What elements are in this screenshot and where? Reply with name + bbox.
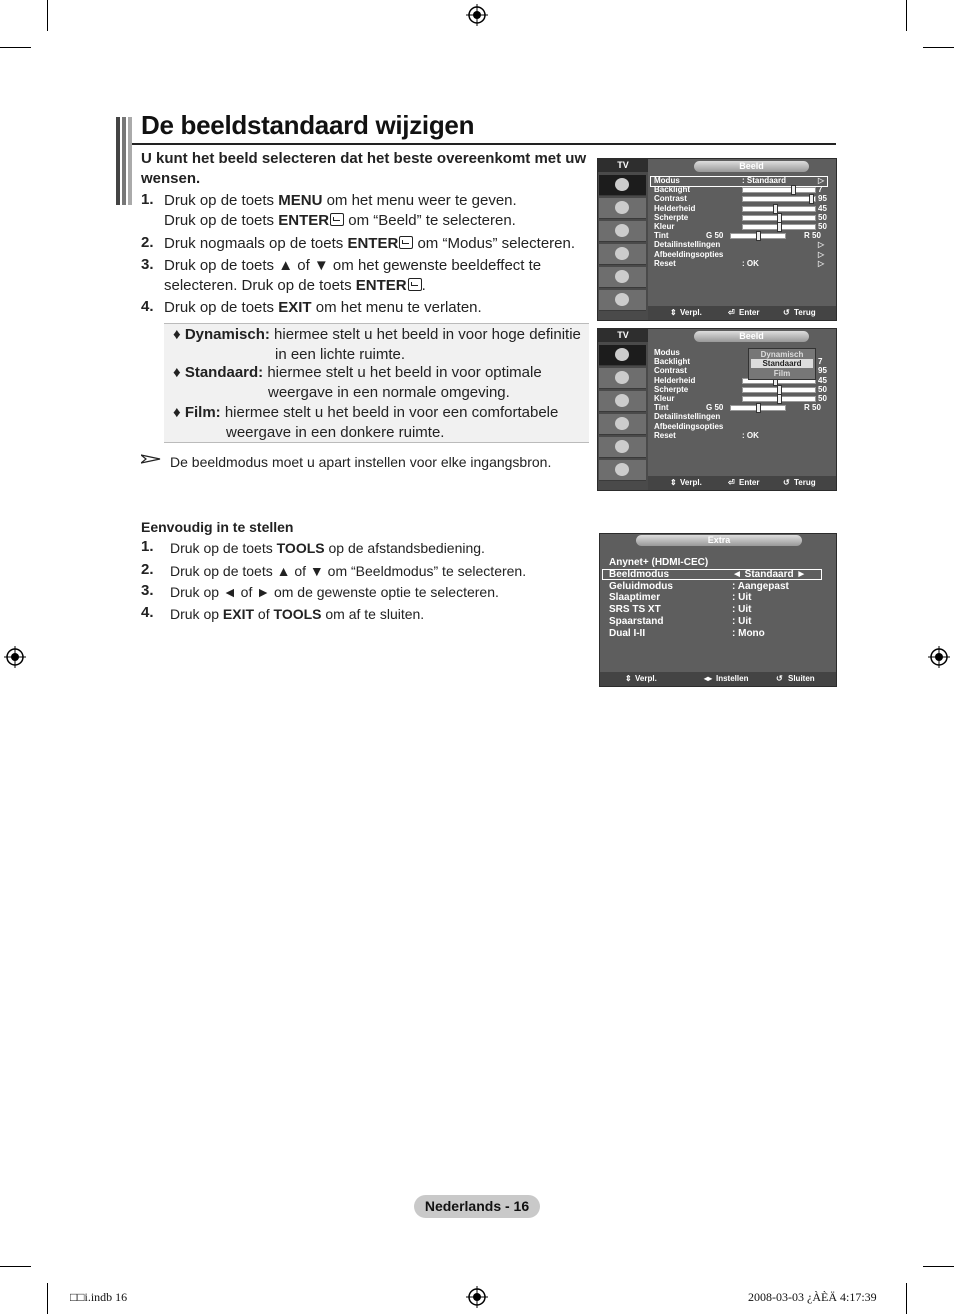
osd-header: Extra: [636, 535, 802, 546]
step-1-line-2: Druk op de toets ENTER om “Beeld” te selecteren.: [164, 212, 516, 229]
osd-row-label[interactable]: Contrast: [654, 366, 687, 376]
osd-row-number: 95: [818, 366, 827, 376]
osd-footer: [600, 672, 836, 686]
intro-line-2: wensen.: [141, 170, 201, 187]
footer-file: □□i.indb 16: [70, 1290, 128, 1304]
osd-row-value: : Standaard: [742, 176, 787, 185]
extra-row-value: : Uit: [732, 592, 752, 604]
footer-close: Sluiten: [788, 674, 815, 683]
mode-film-line-2: weergave in een donkere ruimte.: [226, 424, 445, 441]
slider-bar[interactable]: [742, 215, 816, 221]
arrow-right-icon: ▷: [818, 258, 825, 268]
easy-step-number: 4.: [141, 604, 154, 621]
easy-step-number: 3.: [141, 582, 154, 599]
nav-updown-icon: ⇕: [625, 674, 632, 683]
channel-icon[interactable]: [599, 391, 646, 412]
easy-step-4: Druk op EXIT of TOOLS om af te sluiten.: [170, 606, 425, 622]
slider-knob[interactable]: [756, 403, 761, 413]
sound-icon[interactable]: [599, 198, 646, 219]
slider-bar[interactable]: [730, 233, 786, 239]
application-icon[interactable]: [599, 460, 646, 481]
easy-step-number: 1.: [141, 538, 154, 555]
application-icon[interactable]: [599, 290, 646, 311]
sound-icon[interactable]: [599, 368, 646, 389]
return-icon: ↺: [783, 478, 790, 487]
osd-row-number: 95: [818, 194, 827, 204]
crop-mark: [923, 1266, 954, 1267]
osd-row-label[interactable]: Tint: [654, 403, 669, 413]
osd-footer: [648, 306, 836, 320]
osd-row-number: 50: [818, 222, 827, 231]
mode-options-list: [748, 348, 816, 380]
note-pen-icon: [141, 452, 161, 466]
osd-row-label[interactable]: Modus: [654, 348, 680, 357]
channel-icon[interactable]: [599, 221, 646, 242]
footer-back: Terug: [794, 308, 816, 317]
osd-row-value: : OK: [742, 258, 759, 268]
easy-step-2: Druk op de toets ▲ of ▼ om “Beeldmodus” te selecteren.: [170, 563, 527, 579]
extra-row-label[interactable]: Spaarstand: [609, 616, 664, 627]
note-text: De beeldmodus moet u apart instellen voor elke ingangsbron.: [170, 454, 552, 470]
crop-mark: [906, 1283, 907, 1314]
option-standaard[interactable]: Standaard: [751, 359, 813, 368]
easy-step-number: 2.: [141, 561, 154, 578]
slider-bar[interactable]: [742, 187, 816, 193]
picture-icon[interactable]: [599, 345, 646, 366]
slider-bar[interactable]: [742, 387, 816, 393]
osd-modus-menu: [597, 328, 837, 491]
extra-row-value: : Aangepast: [732, 580, 789, 592]
step-1-line-1: Druk op de toets MENU om het menu weer te geven.: [164, 192, 517, 209]
osd-row-label[interactable]: Backlight: [654, 357, 691, 367]
mode-dynamisch: ♦ Dynamisch: hiermee stelt u het beeld in voor hoge definitie: [173, 326, 581, 343]
osd-row-label[interactable]: Detailinstellingen: [654, 412, 721, 422]
intro-line-1: U kunt het beeld selecteren dat het beste overeenkomt met uw: [141, 150, 587, 167]
osd-row-number: 45: [818, 203, 827, 213]
page-title: De beeldstandaard wijzigen: [141, 110, 475, 140]
slider-knob[interactable]: [777, 394, 782, 404]
mode-standaard: ♦ Standaard: hiermee stelt u het beeld in voor optimale: [173, 364, 542, 381]
input-icon[interactable]: [599, 267, 646, 288]
footer-set: Instellen: [716, 674, 749, 683]
extra-row-value: : Uit: [732, 616, 752, 627]
title-decoration: [116, 117, 132, 205]
footer-move: Verpl.: [635, 674, 657, 683]
osd-row-label[interactable]: Afbeeldingsopties: [654, 249, 724, 259]
enter-icon: [408, 278, 422, 291]
slider-bar[interactable]: [742, 224, 816, 230]
registration-mark-icon: [4, 646, 26, 668]
crop-mark: [47, 0, 48, 31]
step-3-line-1: Druk op de toets ▲ of ▼ om het gewenste beeldeffect te: [164, 257, 542, 274]
step-4: Druk op de toets EXIT om het menu te verlaten.: [164, 299, 482, 316]
osd-row-number: 7: [818, 357, 823, 367]
osd-footer: [648, 476, 836, 490]
slider-knob[interactable]: [777, 222, 782, 232]
slider-bar[interactable]: [742, 396, 816, 402]
osd-row-label[interactable]: Detailinstellingen: [654, 240, 721, 250]
osd-row-label[interactable]: Reset: [654, 258, 676, 268]
picture-icon[interactable]: [599, 175, 646, 196]
osd-header: Beeld: [694, 331, 809, 342]
osd-row-label[interactable]: Helderheid: [654, 203, 696, 213]
extra-row-value: : Uit: [732, 604, 752, 616]
registration-mark-icon: [466, 1286, 488, 1308]
osd-row-label[interactable]: Backlight: [654, 185, 691, 195]
nav-updown-icon: ⇕: [670, 478, 677, 487]
osd-row-label[interactable]: Kleur: [654, 394, 675, 403]
osd-row-label[interactable]: Scherpte: [654, 384, 689, 394]
crop-mark: [0, 1266, 31, 1267]
extra-row-label[interactable]: Slaaptimer: [609, 592, 661, 604]
footer-enter: Enter: [739, 308, 760, 317]
tint-red-value: R 50: [804, 231, 821, 241]
extra-row-label[interactable]: Beeldmodus: [609, 568, 670, 580]
setup-icon[interactable]: [599, 414, 646, 435]
extra-row-label[interactable]: Anynet+ (HDMI-CEC): [609, 557, 709, 568]
tint-green-value: G 50: [706, 403, 724, 413]
osd-row-number: 50: [818, 212, 827, 222]
osd-row-label[interactable]: Reset: [654, 430, 676, 440]
extra-row-label[interactable]: SRS TS XT: [609, 604, 661, 616]
footer-move: Verpl.: [680, 308, 702, 317]
title-rule: [132, 143, 836, 145]
footer-move: Verpl.: [680, 478, 702, 487]
extra-row-value: ◄ Standaard ►: [732, 568, 807, 580]
slider-bar[interactable]: [730, 405, 786, 411]
crop-mark: [923, 47, 954, 48]
slider-knob[interactable]: [809, 194, 814, 204]
crop-mark: [47, 1283, 48, 1314]
osd-row-label[interactable]: Modus: [654, 176, 680, 185]
osd-row-number: 50: [818, 394, 827, 403]
step-number: 3.: [141, 256, 154, 273]
enter-icon: ⏎: [728, 478, 735, 487]
enter-icon: ⏎: [728, 308, 735, 317]
step-3-line-2: selecteren. Druk op de toets ENTER .: [164, 277, 426, 294]
enter-icon: [399, 236, 413, 249]
osd-row-label[interactable]: Contrast: [654, 194, 687, 204]
registration-mark-icon: [928, 646, 950, 668]
easy-heading: Eenvoudig in te stellen: [141, 519, 294, 535]
crop-mark: [906, 0, 907, 31]
step-2: Druk nogmaals op de toets ENTER om “Modus” selecteren.: [164, 235, 576, 252]
arrow-right-icon: ▷: [818, 176, 825, 185]
slider-knob[interactable]: [791, 185, 796, 195]
footer-timestamp: 2008-03-03 ¿ÀÈÄ 4:17:39: [748, 1290, 877, 1304]
option-film[interactable]: Film: [773, 369, 791, 378]
osd-row-label[interactable]: Kleur: [654, 222, 675, 231]
osd-row-label[interactable]: Scherpte: [654, 212, 689, 222]
osd-tv-tab: TV: [598, 159, 648, 172]
mode-standaard-line-2: weergave in een normale omgeving.: [268, 384, 510, 401]
footer-enter: Enter: [739, 478, 760, 487]
osd-row-label[interactable]: Tint: [654, 231, 669, 241]
slider-bar[interactable]: [742, 206, 816, 212]
slider-bar[interactable]: [742, 196, 816, 202]
mode-film: ♦ Film: hiermee stelt u het beeld in voor een comfortabele: [173, 404, 559, 421]
crop-mark: [0, 47, 31, 48]
step-number: 1.: [141, 191, 154, 208]
osd-header: Beeld: [694, 161, 809, 172]
easy-step-3: Druk op ◄ of ► om de gewenste optie te selecteren.: [170, 584, 499, 600]
osd-beeld-menu: [597, 158, 837, 321]
registration-mark-icon: [466, 4, 488, 26]
easy-step-1: Druk op de toets TOOLS op de afstandsbediening.: [170, 540, 485, 556]
tint-green-value: G 50: [706, 231, 724, 241]
osd-row-number: 7: [818, 185, 823, 195]
return-icon: ↺: [783, 308, 790, 317]
extra-row-label[interactable]: Geluidmodus: [609, 580, 673, 592]
input-icon[interactable]: [599, 437, 646, 458]
step-number: 4.: [141, 298, 154, 315]
tint-red-value: R 50: [804, 403, 821, 413]
extra-row-label[interactable]: Dual I-II: [609, 627, 646, 639]
nav-leftright-icon: ◂▸: [704, 674, 713, 683]
arrow-right-icon: ▷: [818, 240, 825, 250]
mode-dynamisch-line-2: in een lichte ruimte.: [275, 346, 406, 363]
osd-tv-tab: TV: [598, 329, 648, 342]
osd-row-number: 50: [818, 384, 827, 394]
page-number: Nederlands - 16: [414, 1195, 540, 1218]
osd-row-label[interactable]: Afbeeldingsopties: [654, 421, 724, 431]
enter-icon: [330, 213, 344, 226]
osd-row-value: : OK: [742, 430, 759, 440]
step-number: 2.: [141, 234, 154, 251]
nav-updown-icon: ⇕: [670, 308, 677, 317]
setup-icon[interactable]: [599, 244, 646, 265]
option-dynamisch[interactable]: Dynamisch: [760, 350, 804, 359]
slider-knob[interactable]: [756, 231, 761, 241]
footer-back: Terug: [794, 478, 816, 487]
osd-extra-menu: [599, 533, 837, 687]
extra-row-value: : Mono: [732, 627, 765, 639]
osd-row-number: 45: [818, 375, 827, 385]
osd-row-label[interactable]: Helderheid: [654, 375, 696, 385]
arrow-right-icon: ▷: [818, 249, 825, 259]
return-icon: ↺: [776, 674, 783, 683]
